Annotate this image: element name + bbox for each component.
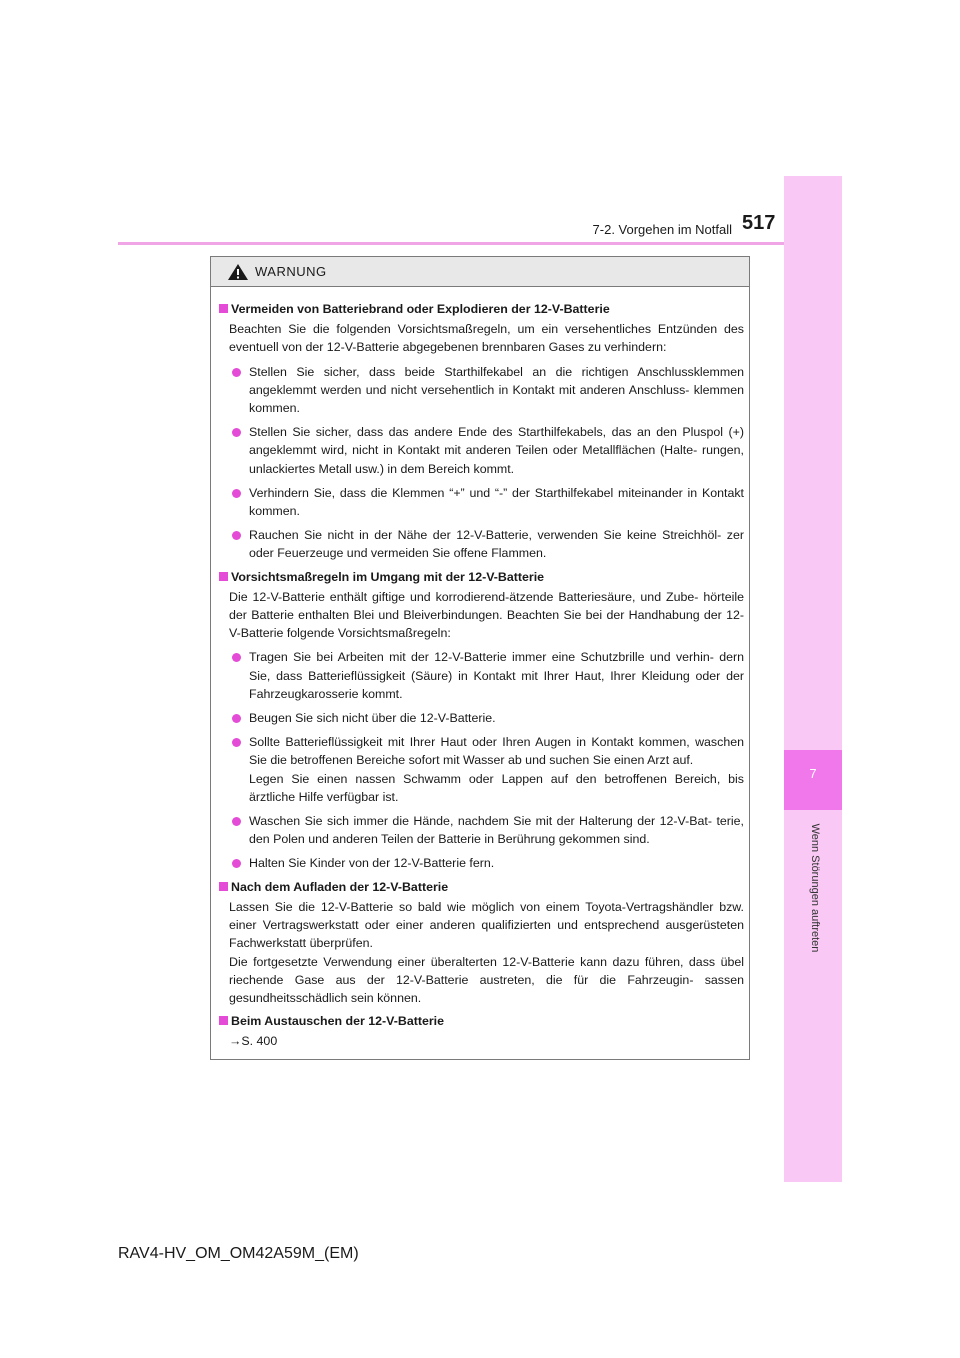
section-heading-text: Nach dem Aufladen der 12-V-Batterie <box>231 879 449 894</box>
bullet-item <box>219 648 744 703</box>
warning-section <box>219 878 744 1007</box>
warning-header <box>211 257 749 287</box>
bullet-item <box>219 423 744 478</box>
square-bullet-icon <box>219 882 228 891</box>
round-bullet-icon <box>232 859 241 868</box>
section-paragraph: Die 12-V-Batterie enthält giftige und korrodierend-ätzende Batteriesäure, und Zube- hörteile der Batterie enthalten Blei und Bleiverbindungen. Beachten Sie bei der Handhabung der 12-V-Batterie folgende Vorsichtsmaßregeln: <box>229 589 744 641</box>
bullet-text: Halten Sie Kinder von der 12-V-Batterie fern. <box>249 856 495 871</box>
section-heading-text: Vorsichtsmaßregeln im Umgang mit der 12-V-Batterie <box>231 569 545 584</box>
round-bullet-icon <box>232 428 241 437</box>
bullet-item <box>219 363 744 418</box>
bullet-item <box>219 709 744 727</box>
bullet-text: Waschen Sie sich immer die Hände, nachdem Sie mit der Halterung der 12-V-Bat- terie, den Polen und anderen Teilen der Batterie in Berührung gekommen sind. <box>249 814 744 847</box>
round-bullet-icon <box>232 653 241 662</box>
side-tab <box>784 176 842 1182</box>
section-heading-text: Beim Austauschen der 12-V-Batterie <box>231 1014 445 1029</box>
square-bullet-icon <box>219 304 228 313</box>
warning-section <box>219 568 744 873</box>
page-reference-link[interactable]: →S. 400 <box>229 1034 278 1049</box>
section-heading <box>219 300 744 318</box>
bullet-text: Rauchen Sie nicht in der Nähe der 12-V-Batterie, verwenden Sie keine Streichhöl- zer oder Feuerzeuge und vermeiden Sie offene Flammen. <box>249 528 744 561</box>
warning-triangle-icon <box>227 263 249 281</box>
bullet-text: Stellen Sie sicher, dass beide Starthilfekabel an die richtigen Anschlussklemmen angeklemmt werden und nicht versehentlich in Kontakt mit anderen Anschluss- klemmen kommen. <box>249 364 744 416</box>
bullet-item <box>219 526 744 562</box>
bullet-item <box>219 733 744 806</box>
bullet-text: Verhindern Sie, dass die Klemmen “+” und “-” der Starthilfekabel miteinander in Kontakt kommen. <box>249 485 744 519</box>
section-paragraph: Lassen Sie die 12-V-Batterie so bald wie möglich von einem Toyota-Vertragshändler bzw. einer Vertragswerkstatt oder einer anderen qualifizierten und entsprechend ausgerüsteten Fachwerkstatt überprüfen. Die fortgesetzte Verwendung einer überalterten 12-V-Batterie kann dazu führen, dass übel riechende Gase aus der 12-V-Batterie austreten, die für die Fahrzeugin- sassen gesundheitsschädlich sein können. <box>229 899 744 1005</box>
bullet-text: Sollte Batterieflüssigkeit mit Ihrer Haut oder Ihren Augen in Kontakt kommen, waschen Sie die betroffenen Bereiche sofort mit Wasser ab und suchen Sie einen Arzt auf. Legen Sie einen nassen Schwamm oder Lappen auf den betroffenen Bereich, bis ärztliche Hilfe verfügbar ist. <box>249 735 744 804</box>
round-bullet-icon <box>232 531 241 540</box>
warning-section <box>219 300 744 563</box>
header-divider <box>118 242 784 245</box>
warning-body <box>211 287 749 1051</box>
section-heading <box>219 1012 744 1030</box>
bullet-text: Stellen Sie sicher, dass das andere Ende des Starthilfekabels, das an den Pluspol (+) angeklemmt wird, nicht in Kontakt mit anderen Teilen oder Metallflächen (Halte- rungen, unlackiertes Metall usw.) in dem Bereich kommt. <box>249 425 744 476</box>
warning-box <box>210 256 750 1060</box>
square-bullet-icon <box>219 572 228 581</box>
round-bullet-icon <box>232 368 241 377</box>
round-bullet-icon <box>232 489 241 498</box>
square-bullet-icon <box>219 1016 228 1025</box>
section-heading <box>219 568 744 586</box>
warning-title: WARNUNG <box>255 264 327 279</box>
round-bullet-icon <box>232 738 241 747</box>
bullet-item <box>219 812 744 848</box>
section-paragraph: Beachten Sie die folgenden Vorsichtsmaßregeln, um ein versehentliches Entzünden des eventuell von der 12-V-Batterie abgegebenen brennbaren Gases zu verhindern: <box>229 322 744 355</box>
bullet-text: Tragen Sie bei Arbeiten mit der 12-V-Batterie immer eine Schutzbrille und verhin- dern Sie, dass Batterieflüssigkeit (Säure) in Kontakt mit Ihrer Haut, Ihrer Kleidung oder der Fahrzeugkarosserie kommt. <box>249 650 744 701</box>
document-code: RAV4-HV_OM_OM42A59M_(EM) <box>118 1245 359 1262</box>
section-title: 7-2. Vorgehen im Notfall <box>592 222 732 237</box>
round-bullet-icon <box>232 817 241 826</box>
section-heading <box>219 878 744 896</box>
bullet-item <box>219 854 744 872</box>
chapter-label: Wenn Störungen auftreten <box>809 823 821 953</box>
bullet-text: Beugen Sie sich nicht über die 12-V-Batterie. <box>249 711 496 726</box>
page-number: 517 <box>742 212 776 234</box>
round-bullet-icon <box>232 714 241 723</box>
warning-section <box>219 1012 744 1050</box>
section-heading-text: Vermeiden von Batteriebrand oder Explodieren der 12-V-Batterie <box>231 302 610 316</box>
bullet-item <box>219 484 744 520</box>
chapter-number: 7 <box>809 766 817 781</box>
